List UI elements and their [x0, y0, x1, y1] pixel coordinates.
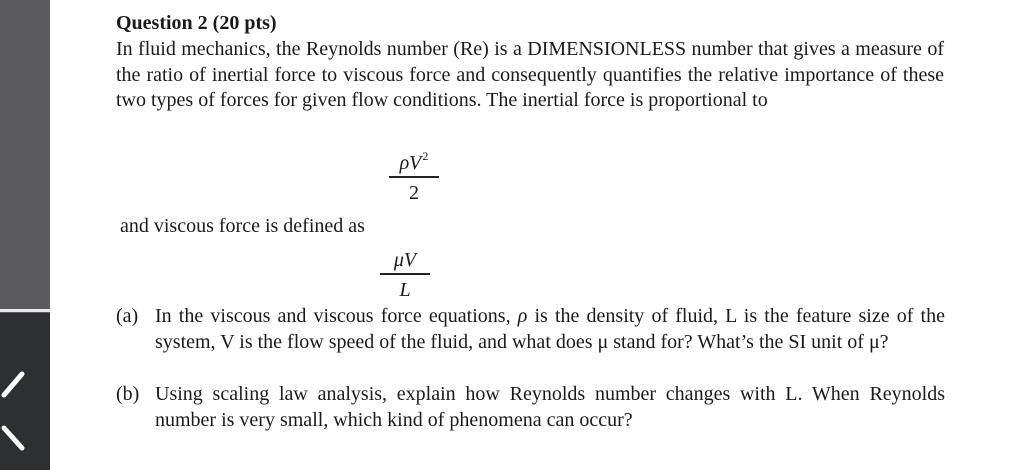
- part-a-marker: (a): [116, 305, 139, 327]
- annotation-marks-icon: [0, 360, 50, 470]
- question-intro-paragraph: In fluid mechanics, the Reynolds number (Re) is a DIMENSIONLESS number that gives a measure of the ratio of inertial force to viscous force and consequently quantifies the relative importance of these two types of forces for given flow conditions. The inertial force is proportional to: [116, 38, 944, 111]
- part-a-text: [155, 304, 945, 355]
- inertial-formula-denominator: 2: [409, 181, 419, 204]
- question-part-a: [116, 304, 946, 384]
- part-a-text-end: is the density of fluid, L is the feature size of the system, V is the flow speed of the fluid, and what does μ stand for? What’s the SI unit of μ?: [155, 305, 945, 353]
- part-b-marker: (b): [116, 383, 140, 405]
- viscous-intro-text: and viscous force is defined as: [120, 215, 365, 237]
- inertial-numerator-text: ρV: [399, 152, 422, 174]
- fraction-bar: [389, 176, 439, 178]
- side-panel-upper: [0, 0, 50, 311]
- question-document: [50, 0, 1025, 470]
- inertial-formula-numerator: [396, 145, 433, 174]
- side-panel-divider: [0, 309, 50, 312]
- left-side-panel: [0, 0, 50, 470]
- part-b-text: Using scaling law analysis, explain how Reynolds number changes with L. When Reynolds number is very small, which kind of phenomena can occur?: [155, 383, 945, 431]
- part-a-text-start: In the viscous and viscous force equations,: [155, 305, 518, 327]
- viscous-formula-denominator: L: [399, 278, 411, 301]
- question-title: Question 2 (20 pts): [116, 12, 277, 34]
- viscous-force-formula: [380, 249, 430, 301]
- inertial-exponent: 2: [422, 149, 429, 163]
- fraction-bar: [380, 273, 430, 275]
- density-symbol: ρ: [517, 305, 528, 327]
- inertial-force-formula: [389, 145, 439, 204]
- question-part-b: [116, 382, 946, 437]
- viscous-formula-numerator: μV: [393, 249, 417, 271]
